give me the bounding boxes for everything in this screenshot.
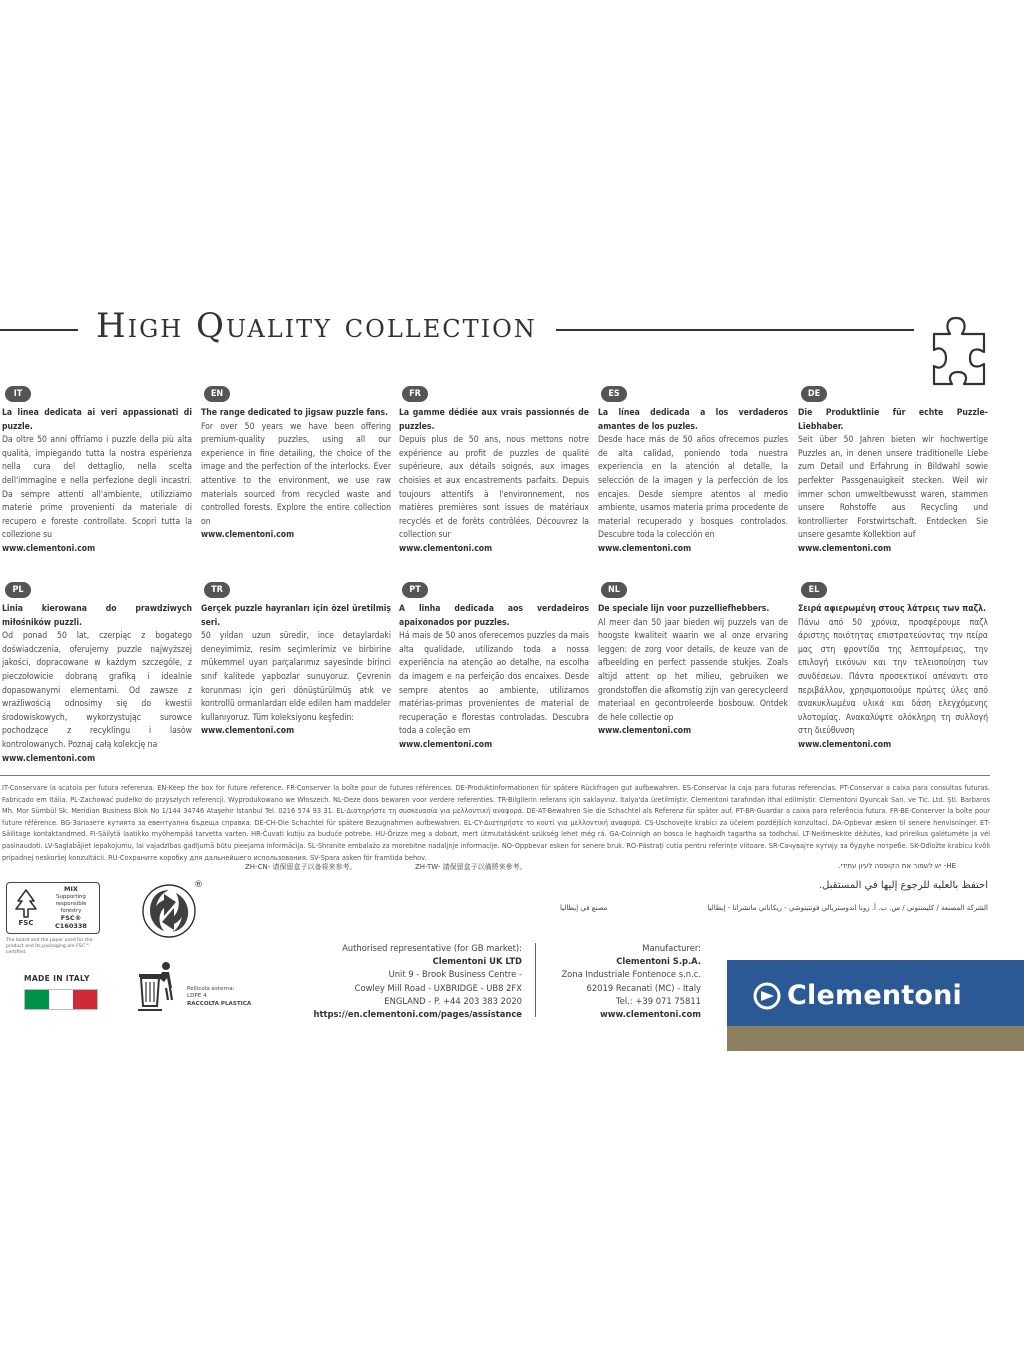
lang-headline: La linea dedicata ai veri appassionati di puzzle. — [2, 408, 192, 432]
lang-headline: La gamme dédiée aux vrais passionnés de puzzles. — [399, 408, 589, 432]
rep-url[interactable]: https://en.clementoni.com/pages/assistance — [313, 1009, 522, 1020]
puzzle-piece-icon — [928, 308, 990, 386]
fsc-line2: responsible forestry — [55, 901, 87, 914]
lang-body: For over 50 years we have been offering premium-quality puzzles, using all our experience in fine detailing, the choice of the image and the perfection of the interlocks. Ever attentive to the environment, we use raw materials sourced from recycled waste and controlled forests. Explore the entire collection on — [201, 421, 391, 527]
flag-stripe-green — [25, 990, 49, 1009]
mfr-company: Clementoni S.p.A. — [616, 956, 701, 967]
mfr-line3: Tel.: +39 071 75811 — [616, 995, 701, 1006]
disposal-line2: LDPE 4 — [187, 993, 207, 1000]
lang-body: Desde hace más de 50 años ofrecemos puzles de alta calidad, poniendo toda nuestra experiencia en la atención al detalle, la selección de la imagen y la perfección de los encajes. Desde siempre atentos al medio ambiente, usamos materia prima procedente de material recuperado y bosques controlados. Descubre toda la colección en — [598, 435, 788, 541]
lang-url: www.clementoni.com — [399, 543, 493, 554]
flag-stripe-white — [49, 990, 73, 1009]
fine-print: IT-Conservare la scatola per futura referenza. EN-Keep the box for future reference. FR-Conserver la boîte pour de futures références. DE-Produktinformationen für spätere Rückfragen gut aufbewahren. ES-Conservar la caja para futuras referencias. PT-Conservar a caixa para consultas futuras. Fabricado em Itália. PL-Zachować pudełko do przyszłych referencji. Wyprodukowano we Włoszech. NL-Deze doos bewaren voor verdere referenties. TR-Bilgilerin referans için saklayınız. İtalya'da üretilmiştir. Clementoni tarafından ithal edilmiştir. Clementoni Oyuncak San. ve Tic. Ltd. Şti. Barbaros Mh. Mor Sümbül Sk. Meridian Business Blok No 1/144 34746 Ataşehir İstanbul Tel. 0216 574 93 31. EL-Διατηρήστε τη συσκευασία για μελλοντική αναφορά. DE-AT-Bewahren Sie die Schachtel als Referenz für später auf. PT-BR-Guardar a caixa para referência futura. FR-BE-Conserver la boîte pour future référence. BG-Запазете кутията за евентуална бъдеща справка. DE-CH-Die Schachtel für spätere Bezugnahmen aufbewahren. EL-CY-Διατηρήστε το κουτί για μελλοντική αναφορά. CS-Uschovejte krabici za účelem pozdějších konzultací. DA-Opbevar æsken til senere henvisninger. ET-Säilitage kontaktandmed. FI-Säilytä laatikko myöhempää tarvetta varten. HR-Čuvati kutiju za buduće potrebe. HU-Őrizze meg a dobozt, mert útmutatásként szükség lehet még rá. GA-Coinnigh an bosca le haghaidh tagartha sa todhchaí. LT-Neišmeskite dėžutės, kad prireikus galėtumėte ja vėl pasinaudoti. LV-Saglabājiet iepakojumu, lai vajadzības gadījumā būtu pieejama informācija. SL-Shranite embalažo za morebitne nadaljnje informacije. NO-Oppbevar esken for senere bruk. RO-Păstrați cutia pentru referințe viitoare. SR-Сачувајте кутију за будуће потребе. SK-Odložte krabicu kvôli prípadnej neskoršej konzultácii. RU-Сохраните коробку для дальнейшего использования. SV-Spara asken för framtida behov. — [2, 784, 990, 862]
header-rule-left — [0, 329, 78, 331]
rep-heading: Authorised representative (for GB market): — [342, 943, 522, 953]
lang-badge: PT — [402, 582, 428, 598]
rep-line3: ENGLAND - P. +44 203 383 2020 — [384, 995, 522, 1006]
flag-stripe-red — [73, 990, 97, 1009]
lang-body: Al meer dan 50 jaar bieden wij puzzels van de hoogste kwaliteit waarin we al onze ervaring leggen: de zorg voor details, de keuze van de afbeelding en perfect passende stukjes. Zoals altijd attent op het milieu, gebruiken we grondstoffen die afkomstig zijn van gerecycleerd materiaal en gecontroleerde bosbouw. Ontdek de hele collectie op — [598, 617, 788, 723]
brand-name: Clementoni — [787, 980, 962, 1011]
lang-url: www.clementoni.com — [598, 726, 692, 737]
arabic-made-in: مصنع في إيطاليا — [560, 904, 608, 912]
fsc-tree-icon — [11, 887, 41, 927]
lang-headline: A linha dedicada aos verdadeiros apaixonados por puzzles. — [399, 604, 589, 628]
collection-title: High Quality collection — [96, 306, 537, 346]
lang-body: Há mais de 50 anos oferecemos puzzles da mais alta qualidade, utilizando toda a nossa experiência na atenção ao detalhe, na escolha da imagem e na perfeição dos encaixes. Desde sempre atentos ao ambiente, utilizamos matérias-primas provenientes de material de recuperação e florestas controladas. Descubra toda a coleção em — [399, 631, 589, 737]
fsc-note: The board and the paper used for the product and its packaging are FSC™ certified. — [6, 938, 93, 955]
lang-badge: FR — [402, 386, 428, 402]
vertical-separator — [535, 943, 536, 1017]
lang-url: www.clementoni.com — [798, 739, 892, 750]
lang-url: www.clementoni.com — [598, 543, 692, 554]
fsc-code: FSC® C160338 — [55, 914, 87, 930]
lang-url: www.clementoni.com — [798, 543, 892, 554]
lang-block-tr — [201, 582, 391, 739]
gb-representative — [313, 942, 522, 1021]
lang-badge: EL — [801, 582, 827, 598]
lang-badge: ES — [601, 386, 627, 402]
mfr-heading: Manufacturer: — [642, 943, 701, 953]
fsc-label — [6, 882, 100, 934]
lang-badge: EN — [204, 386, 230, 402]
clementoni-logo-icon — [753, 982, 781, 1010]
disposal-line1: Pellicola esterna: — [187, 986, 235, 992]
lang-badge: IT — [5, 386, 31, 402]
lang-badge: DE — [801, 386, 827, 402]
lang-badge: PL — [5, 582, 31, 598]
rep-company: Clementoni UK LTD — [432, 956, 522, 967]
disposal-info — [187, 986, 251, 1008]
brand-panel — [727, 960, 1024, 1051]
zh-tw-text: ZH-TW- 請保留盒子以備將來參考。 — [415, 863, 527, 871]
italian-flag-icon — [24, 989, 98, 1010]
lang-body: Od ponad 50 lat, czerpiąc z bogatego doświadczenia, oferujemy puzzle najwyższej jakości, dopracowane w każdym szczególe, z pieczołowicie dobraną grafiką i idealnie dopasowanymi elementami. Od zawsze z wrażliwością odnosimy się do kwestii środowiskowych, wykorzystując surowce pochodzące z recyklingu i lasów kontrolowanych. Poznaj całą kolekcję na — [2, 631, 192, 750]
he-text: HE- יש לשמור את הקופסה לעיון עתידי. — [838, 862, 956, 870]
fsc-text — [45, 886, 97, 931]
lang-block-pl — [2, 582, 192, 766]
header — [0, 300, 1024, 390]
lang-block-es — [598, 386, 788, 557]
mfr-line2: 62019 Recanati (MC) - Italy — [586, 982, 701, 993]
made-in-italy-label: MADE IN ITALY — [24, 974, 90, 983]
lang-headline: Die Produktlinie für echte Puzzle-Liebhaber. — [798, 408, 988, 432]
lang-block-en — [201, 386, 391, 543]
arabic-manufacturer: الشركة المصنعة / كليمنتوني / س. ب. أ. زونا اندوستريالي فونتينوشي - ريكاناتي ماتشراتا - إيطاليا — [707, 904, 988, 912]
brand-gold-bar — [727, 1026, 1024, 1051]
lang-headline: The range dedicated to jigsaw puzzle fans. — [201, 408, 389, 418]
rep-line2: Cowley Mill Road - UXBRIDGE - UB8 2FX — [354, 982, 522, 993]
svg-text:FSC: FSC — [18, 919, 34, 927]
fsc-mix: MIX — [64, 885, 78, 893]
lang-block-nl — [598, 582, 788, 739]
lang-badge: NL — [601, 582, 627, 598]
lang-url: www.clementoni.com — [399, 739, 493, 750]
zh-cn-text: ZH-CN- 请保留盒子以备将来参考。 — [245, 863, 357, 871]
lang-url: www.clementoni.com — [2, 753, 96, 764]
manufacturer — [561, 942, 701, 1021]
fsc-line1: Supporting — [56, 894, 86, 900]
rep-line1: Unit 9 - Brook Business Centre - — [388, 969, 522, 980]
lang-block-it — [2, 386, 192, 557]
mfr-line1: Zona Industriale Fontenoce s.n.c. — [561, 969, 701, 980]
lang-badge: TR — [204, 582, 230, 598]
lang-body: Depuis plus de 50 ans, nous mettons notre expérience au profit de puzzles de qualité supérieure, aux détails soignés, aux images choisies et aux encastrements parfaits. Depuis toujours attentifs à l'environnement, nos matières premières sont issues de matériaux recyclés et de forêts contrôlées. Découvrez la collection sur — [399, 435, 589, 541]
lang-body: Da oltre 50 anni offriamo i puzzle della più alta qualità, impiegando tutta la nostra esperienza nella cura del dettaglio, nella scelta dell'immagine e nella perfezione degli incastri. Da sempre attenti all'ambiente, utilizziamo materie prime provenienti da materiale di recupero e foreste controllate. Scopri tutta la collezione su — [2, 435, 192, 541]
bin-disposal-icon — [135, 958, 181, 1012]
lang-block-pt — [399, 582, 589, 753]
lang-body: Seit über 50 Jahren bieten wir hochwertige Puzzles an, in denen unsere traditionelle Liebe zum Detail und Erfahrung in Bildwahl sowie perfekter Passgenauigkeit stecken. Weil wir immer schon umweltbewusst waren, stammen unsere Rohstoffe aus Recycling und kontrollierter Forstwirtschaft. Entdecken Sie unsere gesamte Kollektion auf — [798, 435, 988, 541]
mfr-url[interactable]: www.clementoni.com — [600, 1009, 701, 1020]
green-dot-recycle-icon — [142, 884, 196, 938]
lang-block-fr — [399, 386, 589, 557]
section-divider — [0, 775, 990, 776]
lang-url: www.clementoni.com — [201, 530, 295, 541]
lang-body: Πάνω από 50 χρόνια, προσφέρουμε παζλ άριστης ποιότητας επιστρατεύοντας την πείρα μας στη φροντίδα της λεπτομέρειας, την επιλογή εικόνων και την τελειοποίηση των συνδέσεων. Πάντα προσεκτικοί απέναντι στο περιβάλλον, χρησιμοποιούμε πρώτες ύλες από ανακυκλωμένα υλικά και δάση ελεγχόμενης υλοτομίας. Ανακαλύψτε ολόκληρη τη συλλογή στη διεύθυνση — [798, 617, 988, 737]
cjk-row — [0, 862, 990, 876]
header-rule-right — [556, 329, 914, 331]
disposal-line3: RACCOLTA PLASTICA — [187, 1000, 252, 1007]
lang-headline: De speciale lijn voor puzzelliefhebbers. — [598, 604, 770, 614]
lang-headline: La línea dedicada a los verdaderos amantes de los puzles. — [598, 408, 788, 432]
arabic-keep-box: احتفظ بالعلبة للرجوع إليها في المستقبل. — [819, 880, 988, 891]
lang-url: www.clementoni.com — [201, 726, 295, 737]
lang-headline: Σειρά αφιερωμένη στους λάτρεις των παζλ. — [798, 604, 986, 614]
lang-block-de — [798, 386, 988, 557]
lang-headline: Linia kierowana do prawdziwych miłośników puzzli. — [2, 604, 192, 628]
registered-mark: ® — [194, 880, 203, 890]
lang-headline: Gerçek puzzle hayranları için özel üretilmiş seri. — [201, 604, 391, 628]
lang-block-el — [798, 582, 988, 753]
lang-body: 50 yıldan uzun süredir, ince detaylardaki deneyimimiz, resim seçimlerimiz ve birbirine mükemmel uyan parçalarımız sayesinde birinci sınıf kalitede yapbozlar sunuyoruz. Çevrenin korunması için geri dönüştürülmüş atık ve kontrollü ormanlardan elde edilen ham maddeler kullanıyoruz. Tüm koleksiyonu keşfedin: — [201, 631, 391, 723]
lang-url: www.clementoni.com — [2, 543, 96, 554]
